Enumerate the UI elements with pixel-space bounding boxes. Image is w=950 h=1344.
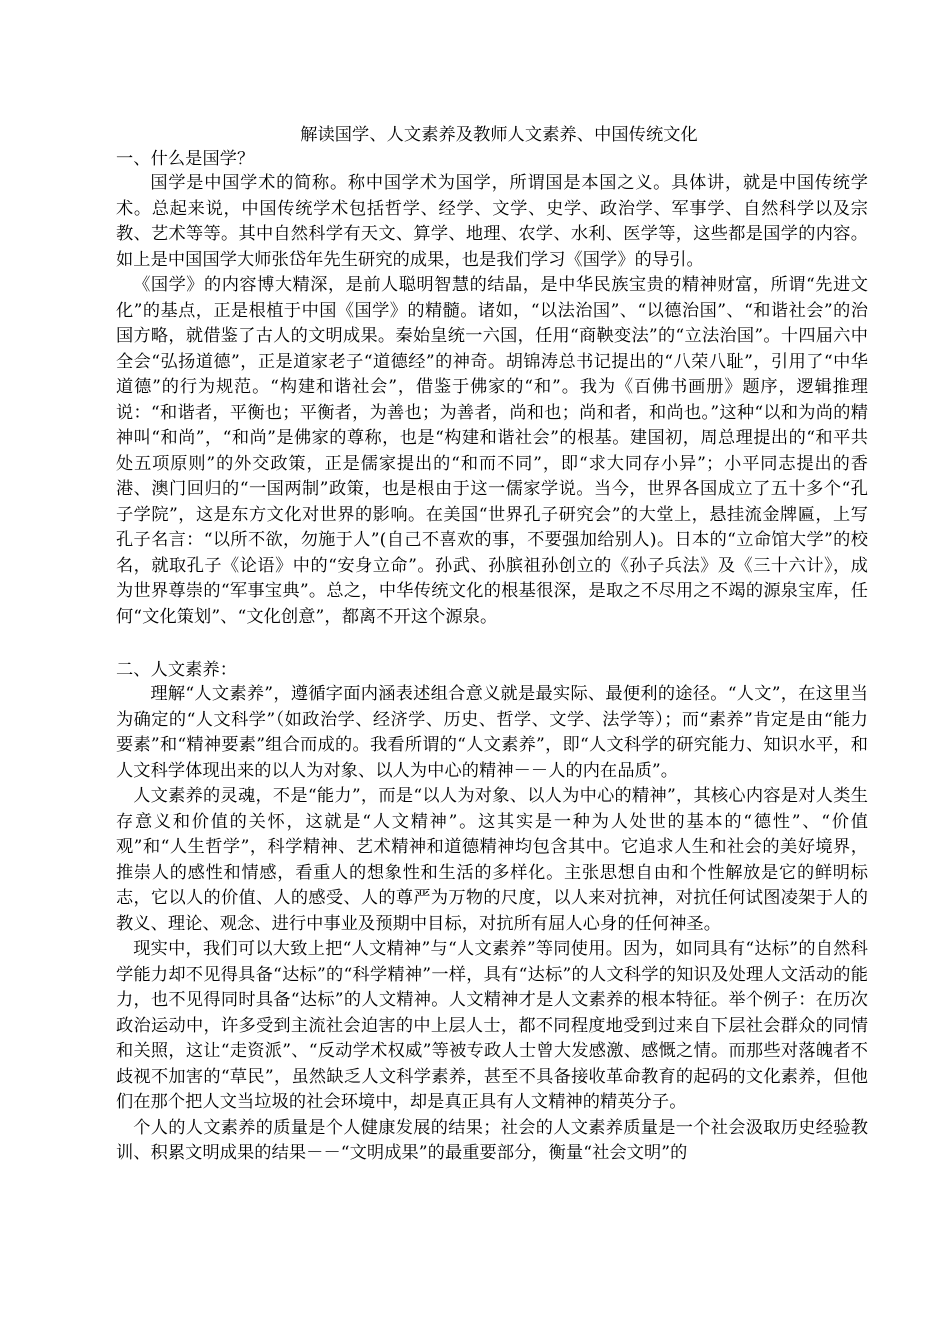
- document-page: [116, 124, 868, 1167]
- section-heading-1: 一、什么是国学？: [116, 149, 255, 169]
- paragraph: 理解“人文素养”，遵循字面内涵表述组合意义就是最实际、最便利的途径。“人文”，在这里当为确定的“人文科学”（如政治学、经济学、历史、哲学、文学、法学等）；而“素养”肯定是由“能力要素”和“精神要素”组合而成的。我看所谓的“人文素养”，即“人文科学的研究能力、知识水平，和人文科学体现出来的以人为对象、以人为中心的精神－－人的内在品质”。: [116, 684, 868, 781]
- paragraph: 人文素养的灵魂，不是“能力”，而是“以人为对象、以人为中心的精神”，其核心内容是对人类生存意义和价值的关怀，这就是“人文精神”。这其实是一种为人处世的基本的“德性”、“价值观”和“人生哲学”，科学精神、艺术精神和道德精神均包含其中。它追求人生和社会的美好境界，推崇人的感性和情感，看重人的想象性和生活的多样化。主张思想自由和个性解放是它的鲜明标志，它以人的价值、人的感受、人的尊严为万物的尺度，以人来对抗神，对抗任何试图凌架于人的教义、理论、观念、进行中事业及预期中目标，对抗所有屈人心身的任何神圣。: [116, 786, 868, 934]
- document-title: 解读国学、人文素养及教师人文素养、中国传统文化: [300, 125, 698, 145]
- paragraph: 国学是中国学术的简称。称中国学术为国学，所谓国是本国之义。具体讲，就是中国传统学术。总起来说，中国传统学术包括哲学、经学、文学、史学、政治学、军事学、自然科学以及宗教、艺术等等。其中自然科学有天文、算学、地理、农学、水利、医学等，这些都是国学的内容。如上是中国国学大师张岱年先生研究的成果，也是我们学习《国学》的导引。: [116, 173, 868, 270]
- paragraph: 《国学》的内容博大精深，是前人聪明智慧的结晶，是中华民族宝贵的精神财富，所谓“先进文化”的基点，正是根植于中国《国学》的精髓。诸如，“以法治国”、“以德治国”、“和谐社会”的治国方略，就借鉴了古人的文明成果。秦始皇统一六国，任用“商鞅变法”的“立法治国”。十四届六中全会“弘扬道德”，正是道家老子“道德经”的神奇。胡锦涛总书记提出的“八荣八耻”，引用了“中华道德”的行为规范。“构建和谐社会”，借鉴于佛家的“和”。我为《百佛书画册》题序，逻辑推理说：“和谐者，平衡也；平衡者，为善也；为善者，尚和也；尚和者，和尚也。”这种“以和为尚的精神叫“和尚”，“和尚”是佛家的尊称，也是“构建和谐社会”的根基。建国初，周总理提出的“和平共处五项原则”的外交政策，正是儒家提出的“和而不同”，即“求大同存小异”；小平同志提出的香港、澳门回归的“一国两制”政策，也是根由于这一儒家学说。当今，世界各国成立了五十多个“孔子学院”，这是东方文化对世界的影响。在美国“世界孔子研究会”的大堂上，悬挂流金牌匾，上写孔子名言：“以所不欲，勿施于人”(自己不喜欢的事，不要强加给别人)。日本的“立命馆大学”的校名，就取孔子《论语》中的“安身立命”。孙武、孙膑祖孙创立的《孙子兵法》及《三十六计》，成为世界尊崇的“军事宝典”。总之，中华传统文化的根基很深，是取之不尽用之不竭的源泉宝库，任何“文化策划”、“文化创意”，都离不开这个源泉。: [116, 275, 868, 627]
- paragraph: 个人的人文素养的质量是个人健康发展的结果；社会的人文素养质量是一个社会汲取历史经验教训、积累文明成果的结果－－“文明成果”的最重要部分，衡量“社会文明”的: [116, 1117, 868, 1163]
- section-heading-2: 二、人文素养：: [116, 660, 238, 680]
- paragraph: 现实中，我们可以大致上把“人文精神”与“人文素养”等同使用。因为，如同具有“达标”的自然科学能力却不见得具备“达标”的“科学精神”一样，具有“达标”的人文科学的知识及处理人文活动的能力，也不见得同时具备“达标”的人文精神。人文精神才是人文素养的根本特征。举个例子：在历次政治运动中，许多受到主流社会迫害的中上层人士，都不同程度地受到过来自下层社会群众的同情和关照，这让“走资派”、“反动学术权威”等被专政人士曾大发感激、感慨之情。而那些对落魄者不歧视不加害的“草民”，虽然缺乏人文科学素养，甚至不具备接收革命教育的起码的文化素养，但他们在那个把人文当垃圾的社会环境中，却是真正具有人文精神的精英分子。: [116, 939, 868, 1112]
- section-spacer: [116, 630, 868, 658]
